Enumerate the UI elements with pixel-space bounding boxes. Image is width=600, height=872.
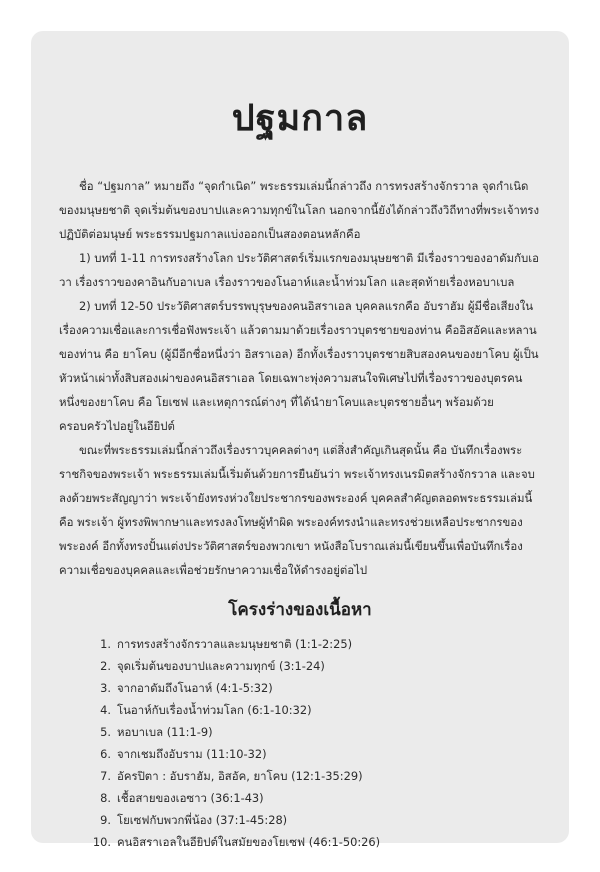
outline-item-text: จากเชมถึงอับราม (11:10-32)	[117, 747, 267, 761]
outline-item	[89, 765, 541, 787]
outline-item-text: โนอาห์กับเรื่องน้ำท่วมโลก (6:1-10:32)	[117, 703, 312, 717]
outline-item	[89, 699, 541, 721]
outline-title: โครงร่างของเนื้อหา	[228, 600, 372, 620]
outline-item-number: 8.	[100, 791, 111, 805]
intro-paragraph: ชื่อ “ปฐมกาล” หมายถึง “จุดกำเนิด” พระธรรมเล่มนี้กล่าวถึง การทรงสร้างจักรวาล จุดกำเนิดของมนุษยชาติ จุดเริ่มต้นของบาปและความทุกข์ในโลก นอกจากนี้ยังได้กล่าวถึงวิถีทางที่พระเจ้าทรงปฏิบัติต่อมนุษย์ พระธรรมปฐมกาลแบ่งออกเป็นสองตอนหลักคือ	[59, 179, 540, 241]
outline-item	[89, 655, 541, 677]
outline-item-number: 2.	[100, 659, 111, 673]
section-two-paragraph: 2) บทที่ 12-50 ประวัติศาสตร์บรรพบุรุษของคนอิสราเอล บุคคลแรกคือ อับราฮัม ผู้มีชื่อเสียงในเรื่องความเชื่อและการเชื่อฟังพระเจ้า แล้วตามมาด้วยเรื่องราวบุตรชายของท่าน คืออิสอัคและหลานของท่าน คือ ยาโคบ (ผู้มีอีกชื่อหนึ่งว่า อิสราเอล) อีกทั้งเรื่องราวบุตรชายสิบสองคนของยาโคบ ผู้เป็นหัวหน้าเผ่าทั้งสิบสองเผ่าของคนอิสราเอล โดยเฉพาะพุ่งความสนใจพิเศษไปที่เรื่องราวของบุตรคนหนึ่งของยาโคบ คือ โยเซฟ และเหตุการณ์ต่างๆ ที่ได้นำยาโคบและบุตรชายอื่นๆ พร้อมด้วยครอบครัวไปอยู่ในอียิปต์	[59, 299, 539, 433]
outline-item-text: อัครปิตา : อับราฮัม, อิสอัค, ยาโคบ (12:1-35:29)	[117, 769, 363, 783]
outline-item-text: โยเซฟกับพวกพี่น้อง (37:1-45:28)	[117, 813, 288, 827]
outline-item	[89, 787, 541, 809]
outline-item-number: 5.	[100, 725, 111, 739]
outline-item-text: เชื้อสายของเอซาว (36:1-43)	[117, 791, 264, 805]
outline-item-text: จุดเริ่มต้นของบาปและความทุกข์ (3:1-24)	[117, 659, 325, 673]
outline-item	[89, 743, 541, 765]
outline-item-number: 1.	[100, 637, 111, 651]
outline-item-number: 9.	[100, 813, 111, 827]
outline-item	[89, 831, 541, 853]
outline-item-text: จากอาดัมถึงโนอาห์ (4:1-5:32)	[117, 681, 273, 695]
document-page	[31, 31, 569, 849]
outline-item	[89, 633, 541, 655]
outline-item-text: หอบาเบล (11:1-9)	[117, 725, 213, 739]
outline-item-number: 4.	[100, 703, 111, 717]
summary-paragraph: ขณะที่พระธรรมเล่มนี้กล่าวถึงเรื่องราวบุคคลต่างๆ แต่สิ่งสำคัญเกินสุดนั้น คือ บันทึกเรื่องพระราชกิจของพระเจ้า พระธรรมเล่มนี้เริ่มต้นด้วยการยืนยันว่า พระเจ้าทรงเนรมิตสร้างจักรวาล และจบลงด้วยพระสัญญาว่า พระเจ้ายังทรงห่วงใยประชากรของพระองค์ บุคคลสำคัญตลอดพระธรรมเล่มนี้คือ พระเจ้า ผู้ทรงพิพากษาและทรงลงโทษผู้ทำผิด พระองค์ทรงนำและทรงช่วยเหลือประชากรของพระองค์ อีกทั้งทรงปั้นแต่งประวัติศาสตร์ของพวกเขา หนังสือโบราณเล่มนี้เขียนขึ้นเพื่อบันทึกเรื่องความเชื่อของบุคคลและเพื่อช่วยรักษาความเชื่อให้ดำรงอยู่ต่อไป	[59, 443, 535, 577]
outline-item-text: การทรงสร้างจักรวาลและมนุษยชาติ (1:1-2:25)	[117, 637, 353, 651]
outline-item-number: 10.	[92, 835, 111, 849]
outline-item	[89, 809, 541, 831]
outline-item-number: 6.	[100, 747, 111, 761]
outline-item-number: 7.	[100, 769, 111, 783]
section-one-paragraph: 1) บทที่ 1-11 การทรงสร้างโลก ประวัติศาสตร์เริ่มแรกของมนุษยชาติ มีเรื่องราวของอาดัมกับเอวา เรื่องราวของคาอินกับอาเบล เรื่องราวของโนอาห์และน้ำท่วมโลก และสุดท้ายเรื่องหอบาเบล	[59, 251, 539, 289]
outline-item-number: 3.	[100, 681, 111, 695]
page-title: ปฐมกาล	[231, 98, 369, 139]
outline-item	[89, 677, 541, 699]
outline-item	[89, 721, 541, 743]
outline-list	[59, 633, 541, 853]
outline-item-text: คนอิสราเอลในอียิปต์ในสมัยของโยเซฟ (46:1-50:26)	[117, 835, 381, 849]
